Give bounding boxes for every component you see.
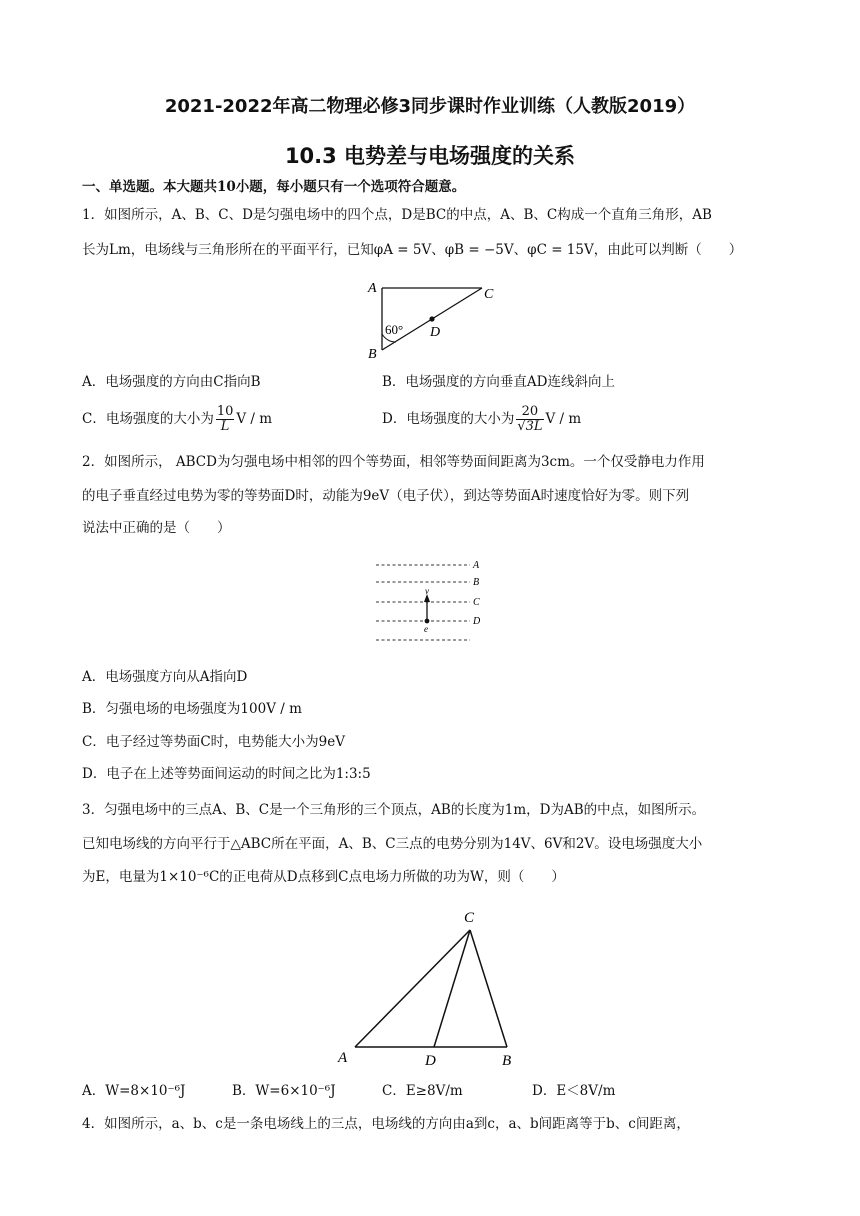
- q2-text-line2: 的电子垂直经过电势为零的等势面D时，动能为9eV（电子伏），到达等势面A时速度恰好为零。则下列: [82, 488, 690, 504]
- q1-option-c[interactable]: [82, 402, 272, 436]
- q3-text-line2: 已知电场线的方向平行于△ABC所在平面，A、B、C三点的电势分别为14V、6V和2V。设电场强度大小: [82, 836, 703, 852]
- q3-label-a: A: [338, 1050, 348, 1066]
- q1-text-line1: 1．如图所示，A、B、C、D是匀强电场中的四个点，D是BC的中点，A、B、C构成一个直角三角形，AB: [82, 207, 712, 223]
- q1-label-b: B: [368, 347, 377, 362]
- q4-text-line1: 4．如图所示，a、b、c是一条电场线上的三点，电场线的方向由a到c，a、b间距离等于b、c间距离，: [82, 1116, 690, 1132]
- q1-label-a: A: [368, 281, 377, 296]
- q1-option-c-denominator: L: [220, 419, 230, 434]
- q1-label-c: C: [484, 287, 494, 302]
- q3-option-b[interactable]: B．W=6×10⁻⁶J: [232, 1083, 336, 1099]
- q1-option-c-prefix: C．电场强度的大小为: [82, 411, 214, 427]
- q1-option-d-fraction: [516, 405, 543, 434]
- q2-text-line1: 2．如图所示， ABCD为匀强电场中相邻的四个等势面，相邻等势面间距离为3cm。一个仅受静电力作用: [82, 454, 705, 470]
- q1-label-angle: 60°: [385, 322, 404, 337]
- q3-label-c: C: [464, 910, 475, 926]
- q2-label-d: D: [473, 616, 481, 627]
- q3-triangle-figure: [330, 900, 530, 1068]
- q1-option-a[interactable]: A．电场强度的方向由C指向B: [82, 374, 261, 390]
- q3-edge-bc: [470, 930, 507, 1047]
- document-title: 2021-2022年高二物理必修3同步课时作业训练（人教版2019）: [164, 96, 696, 117]
- q2-equipotential-figure: [372, 556, 488, 648]
- q1-option-d[interactable]: [382, 402, 581, 436]
- q2-label-v: v: [425, 586, 429, 596]
- q1-option-d-denominator: √3L: [517, 419, 543, 434]
- q2-label-e: e: [424, 624, 428, 634]
- q2-label-c: C: [473, 597, 480, 608]
- q3-option-d[interactable]: D．E＜8V/m: [532, 1083, 616, 1099]
- q2-text-line3: 说法中正确的是（ ）: [82, 520, 231, 536]
- q1-option-b[interactable]: B．电场强度的方向垂直AD连线斜向上: [382, 374, 615, 390]
- q2-option-c[interactable]: C．电子经过等势面C时，电势能大小为9eV: [82, 734, 345, 750]
- q1-text-line2: 长为Lm，电场线与三角形所在的平面平行，已知φA = 5V、φB = −5V、φC = 15V，由此可以判断（ ）: [82, 242, 743, 258]
- q2-label-a: A: [473, 560, 480, 571]
- q3-text-line1: 3．匀强电场中的三点A、B、C是一个三角形的三个顶点，AB的长度为1m，D为AB的中点，如图所示。: [82, 802, 706, 818]
- q3-label-d: D: [425, 1053, 436, 1068]
- q1-option-d-unit: V / m: [545, 411, 582, 427]
- q1-triangle-figure: [360, 276, 510, 362]
- q2-electron: [425, 619, 430, 624]
- q2-option-d[interactable]: D．电子在上述等势面间运动的时间之比为1:3:5: [82, 766, 371, 782]
- section-heading: 一、单选题。本大题共10小题，每小题只有一个选项符合题意。: [82, 179, 466, 195]
- q2-option-b[interactable]: B．匀强电场的电场强度为100V / m: [82, 701, 302, 717]
- q2-label-b: B: [473, 577, 480, 588]
- q2-option-a[interactable]: A．电场强度方向从A指向D: [82, 669, 248, 685]
- q3-label-b: B: [502, 1053, 512, 1068]
- q1-option-d-numerator: 20: [516, 405, 543, 420]
- q1-option-c-fraction: [216, 405, 235, 434]
- q3-text-line3: 为E，电量为1×10⁻⁶C的正电荷从D点移到C点电场力所做的功为W，则（ ）: [82, 869, 565, 885]
- q1-option-d-prefix: D．电场强度的大小为: [382, 411, 515, 427]
- q1-option-c-unit: V / m: [236, 411, 273, 427]
- document-subtitle: 10.3 电势差与电场强度的关系: [284, 144, 576, 168]
- q1-option-c-numerator: 10: [216, 404, 234, 419]
- q3-option-c[interactable]: C．E≥8V/m: [382, 1083, 463, 1099]
- q1-point-d: [429, 316, 434, 321]
- q1-label-d: D: [430, 325, 441, 340]
- q3-option-a[interactable]: A．W=8×10⁻⁶J: [82, 1083, 186, 1099]
